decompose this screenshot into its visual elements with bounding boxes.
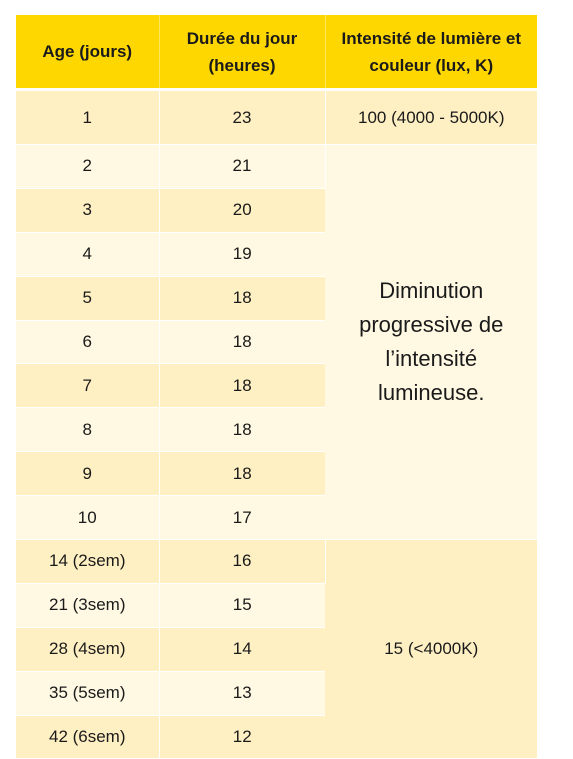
hours-cell: 15	[159, 583, 325, 627]
intensity-cell-last: 15 (<4000K)	[325, 540, 537, 759]
age-cell: 1	[16, 90, 159, 145]
age-cell: 8	[16, 408, 159, 452]
hours-cell: 21	[159, 145, 325, 189]
hours-cell: 16	[159, 540, 325, 584]
table-row	[16, 90, 537, 145]
intensity-cell-progressive: Diminution progressive de l’intensité lumineuse.	[325, 145, 537, 540]
light-program-table-container	[16, 15, 537, 759]
age-cell: 35 (5sem)	[16, 671, 159, 715]
hours-cell: 18	[159, 452, 325, 496]
table-header-row	[16, 15, 537, 90]
header-day-duration: Durée du jour (heures)	[159, 15, 325, 90]
age-cell: 42 (6sem)	[16, 715, 159, 759]
hours-cell: 14	[159, 627, 325, 671]
header-light-intensity: Intensité de lumière et couleur (lux, K)	[325, 15, 537, 90]
light-program-table	[16, 15, 537, 759]
age-cell: 4	[16, 232, 159, 276]
hours-cell: 18	[159, 364, 325, 408]
hours-cell: 19	[159, 232, 325, 276]
age-cell: 3	[16, 188, 159, 232]
hours-cell: 18	[159, 408, 325, 452]
hours-cell: 12	[159, 715, 325, 759]
age-cell: 5	[16, 276, 159, 320]
age-cell: 21 (3sem)	[16, 583, 159, 627]
age-cell: 7	[16, 364, 159, 408]
age-cell: 28 (4sem)	[16, 627, 159, 671]
hours-cell: 20	[159, 188, 325, 232]
age-cell: 6	[16, 320, 159, 364]
age-cell: 14 (2sem)	[16, 540, 159, 584]
hours-cell: 23	[159, 90, 325, 145]
hours-cell: 18	[159, 320, 325, 364]
table-row	[16, 145, 537, 189]
age-cell: 9	[16, 452, 159, 496]
age-cell: 2	[16, 145, 159, 189]
table-row	[16, 540, 537, 584]
hours-cell: 13	[159, 671, 325, 715]
intensity-cell-first: 100 (4000 - 5000K)	[325, 90, 537, 145]
age-cell: 10	[16, 496, 159, 540]
header-age: Age (jours)	[16, 15, 159, 90]
hours-cell: 17	[159, 496, 325, 540]
hours-cell: 18	[159, 276, 325, 320]
